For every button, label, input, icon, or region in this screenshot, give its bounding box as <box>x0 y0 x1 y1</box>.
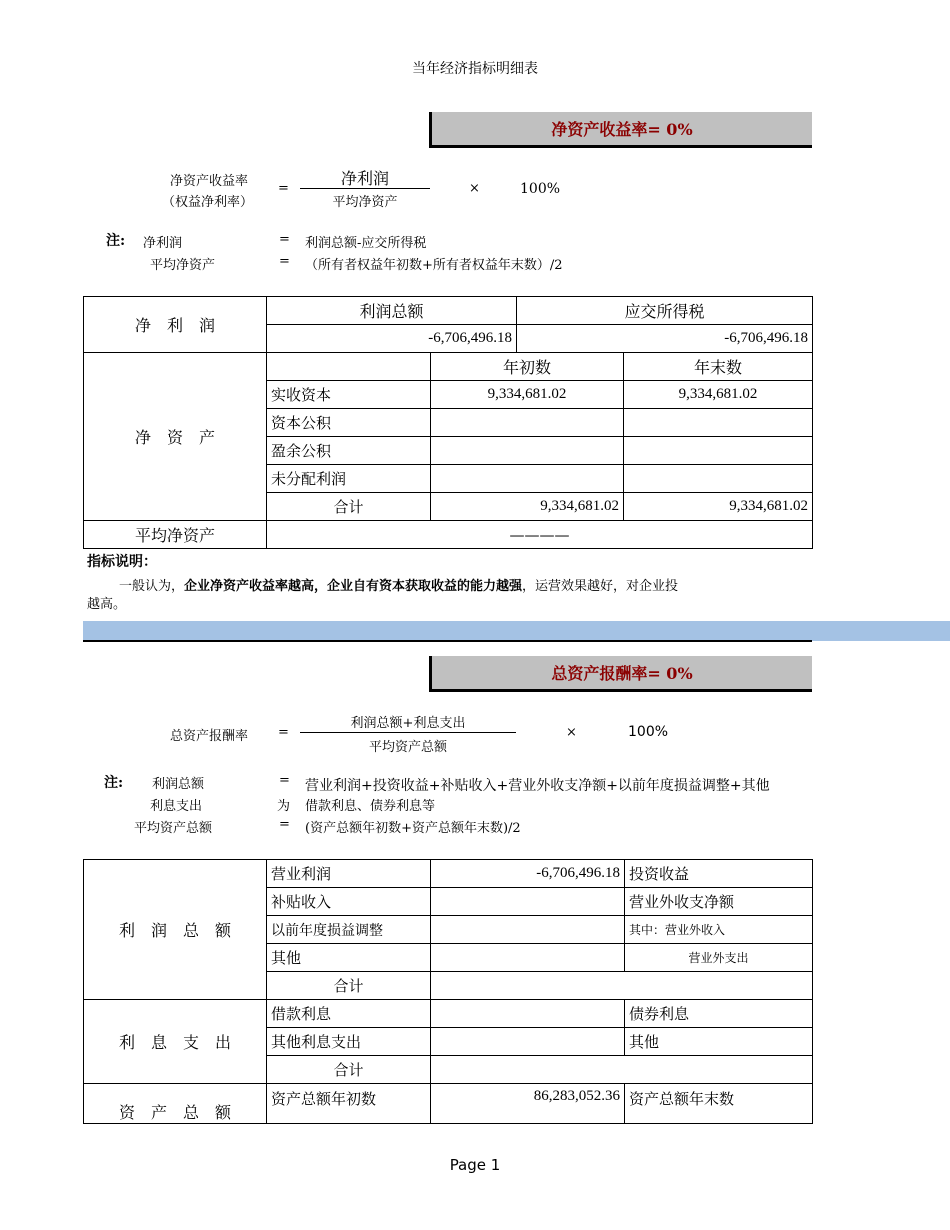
page-title: 当年经济指标明细表 <box>412 61 538 77</box>
empty-cell <box>267 353 431 381</box>
roe-banner: 净资产收益率= 0% <box>429 112 812 148</box>
equity-row-label: 资本公积 <box>267 409 431 437</box>
explain-line2: 越高。 <box>87 597 127 612</box>
profit-item-right: 营业外收支净额 <box>625 888 813 916</box>
roe-formula-equals: = <box>278 181 289 196</box>
equity-begin-value <box>431 465 624 493</box>
interest-expense-label: 利 息 支 出 <box>84 1000 267 1084</box>
roe-times: × <box>469 181 480 196</box>
profit-item-label: 补贴收入 <box>267 888 431 916</box>
end-header: 年末数 <box>624 353 813 381</box>
roa-formula-equals: = <box>278 725 289 740</box>
avg-net-assets-label: 平均净资产 <box>84 521 267 549</box>
equity-row-label: 实收资本 <box>267 381 431 409</box>
begin-header: 年初数 <box>431 353 624 381</box>
roe-note-def: （所有者权益年初数+所有者权益年末数）/2 <box>305 258 563 273</box>
explain-text <box>87 575 812 594</box>
equity-end-value <box>624 465 813 493</box>
roa-table <box>83 859 813 1124</box>
profit-item-value <box>431 944 625 972</box>
roe-formula-label: 净资产收益率 <box>170 174 249 189</box>
roa-note-eq: 为 <box>277 799 291 814</box>
equity-end-value <box>624 437 813 465</box>
roa-note-def: 借款利息、债券利息等 <box>305 799 436 814</box>
equity-sum-end: 9,334,681.02 <box>624 493 813 521</box>
roa-note-label: 注: <box>104 775 124 791</box>
interest-item-value <box>431 1000 625 1028</box>
roa-fraction-line <box>300 732 516 733</box>
equity-end-value <box>624 409 813 437</box>
roa-note-eq: = <box>279 773 290 788</box>
profit-item-label: 其他 <box>267 944 431 972</box>
roe-note-eq: = <box>279 254 290 269</box>
profit-item-value <box>431 888 625 916</box>
roe-denominator: 平均净资产 <box>332 195 398 210</box>
profit-item-right: 其中：营业外收入 <box>625 916 813 944</box>
roa-note-eq: = <box>279 817 290 832</box>
roe-note-term: 平均净资产 <box>150 258 216 273</box>
roe-table <box>83 296 813 549</box>
assets-row-label: 资产总额年初数 <box>267 1084 431 1124</box>
profit-item-label: 以前年度损益调整 <box>267 916 431 944</box>
equity-end-value: 9,334,681.02 <box>624 381 813 409</box>
interest-sum-label: 合计 <box>267 1056 431 1084</box>
explain-bold: 企业净资产收益率越高，企业自有资本获取收益的能力越强 <box>184 579 523 594</box>
equity-row-label: 未分配利润 <box>267 465 431 493</box>
equity-begin-value: 9,334,681.02 <box>431 381 624 409</box>
equity-begin-value <box>431 409 624 437</box>
roa-numerator: 利润总额+利息支出 <box>350 716 466 731</box>
roa-banner: 总资产报酬率= 0% <box>429 656 812 692</box>
profit-sum-label: 合计 <box>267 972 431 1000</box>
roe-note-label: 注: <box>106 233 126 249</box>
roa-formula-label: 总资产报酬率 <box>170 729 249 744</box>
page-number: Page 1 <box>449 1156 501 1174</box>
total-profit-label: 利 润 总 额 <box>84 860 267 1000</box>
net-assets-label: 净 资 产 <box>84 353 267 521</box>
profit-item-right: 营业外支出 <box>625 944 813 972</box>
roa-note-def: 营业利润+投资收益+补贴收入+营业外收支净额+以前年度损益调整+其他 <box>305 778 770 794</box>
roa-table-clip <box>83 859 812 1122</box>
roe-fraction-line <box>300 188 430 189</box>
interest-sum-value <box>431 1056 813 1084</box>
roe-note-eq: = <box>279 232 290 247</box>
roa-note-term: 利息支出 <box>150 799 203 814</box>
interest-item-right: 债券利息 <box>625 1000 813 1028</box>
avg-net-assets-value: ———— <box>267 521 813 549</box>
roe-note-def: 利润总额-应交所得税 <box>305 236 427 251</box>
assets-begin-value: 86,283,052.36 <box>431 1084 625 1124</box>
roa-note-term: 利润总额 <box>152 777 205 792</box>
equity-sum-begin: 9,334,681.02 <box>431 493 624 521</box>
profit-item-right: 投资收益 <box>625 860 813 888</box>
interest-item-value <box>431 1028 625 1056</box>
equity-begin-value <box>431 437 624 465</box>
equity-row-label: 盈余公积 <box>267 437 431 465</box>
total-profit-header: 利润总额 <box>267 297 517 325</box>
equity-sum-label: 合计 <box>267 493 431 521</box>
roe-note-term: 净利润 <box>143 236 183 251</box>
tax-header: 应交所得税 <box>517 297 813 325</box>
section-divider-line <box>83 640 812 642</box>
explain-pre: 一般认为， <box>119 579 185 594</box>
interest-item-label: 其他利息支出 <box>267 1028 431 1056</box>
roa-times: × <box>566 725 577 740</box>
profit-item-value: -6,706,496.18 <box>431 860 625 888</box>
total-assets-label: 资 产 总 额 <box>84 1084 267 1124</box>
section-divider <box>83 621 950 641</box>
total-profit-value: -6,706,496.18 <box>267 325 517 353</box>
net-profit-label: 净 利 润 <box>84 297 267 353</box>
tax-value: -6,706,496.18 <box>517 325 813 353</box>
roe-formula-sublabel: （权益净利率） <box>162 195 254 210</box>
roa-note-def: (资产总额年初数+资产总额年末数)/2 <box>305 821 521 836</box>
roa-note-term: 平均资产总额 <box>134 821 213 836</box>
profit-item-value <box>431 916 625 944</box>
roe-numerator: 净利润 <box>340 169 389 188</box>
profit-sum-value <box>431 972 813 1000</box>
explain-title: 指标说明： <box>87 554 157 570</box>
roa-percent: 100% <box>628 724 669 740</box>
assets-end-label: 资产总额年末数 <box>625 1084 813 1124</box>
profit-item-label: 营业利润 <box>267 860 431 888</box>
explain-post: ，运营效果越好，对企业投 <box>522 579 679 594</box>
roa-denominator: 平均资产总额 <box>368 740 447 755</box>
interest-item-label: 借款利息 <box>267 1000 431 1028</box>
roe-percent: 100% <box>520 181 561 197</box>
interest-item-right: 其他 <box>625 1028 813 1056</box>
